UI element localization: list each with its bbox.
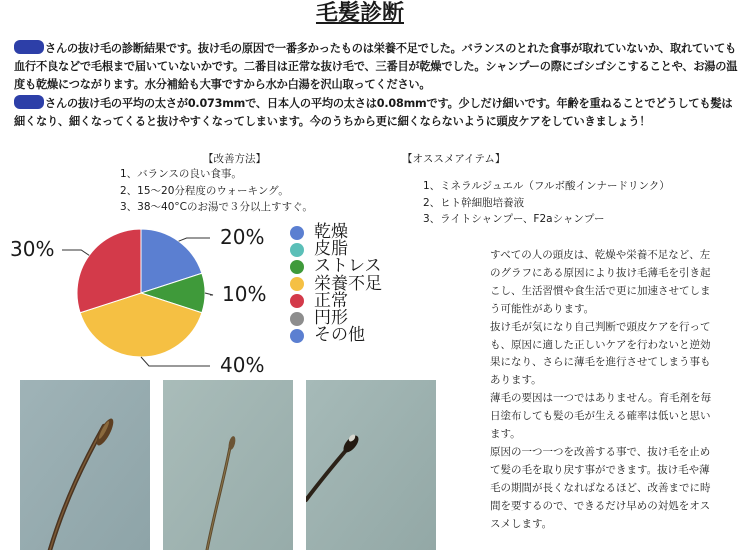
- legend-swatch: [290, 329, 304, 343]
- pie-percent-label: 10%: [222, 282, 267, 306]
- legend-label: 皮脂: [314, 239, 348, 260]
- hair-photo-3: [306, 380, 436, 550]
- chart-legend: [290, 224, 382, 344]
- recommend-item: 1、ミネラルジュエル（フルボ酸インナードリンク）: [423, 180, 670, 192]
- improvement-heading: 【改善方法】: [203, 153, 266, 165]
- recommend-item: 2、ヒト幹細胞培養液: [423, 196, 525, 209]
- cause-pie-chart: [0, 220, 285, 380]
- page-title: 毛髪診断: [315, 1, 404, 26]
- diagnosis-text: さんの抜け毛の診断結果です。抜け毛の原因で一番多かったものは栄養不足でした。バランスのとれた食事が取れていないか、取れていても血行不良などで毛根まで届いていないかです。二番目は正常な抜け毛で、三番目が乾燥でした。シャンプーの際にゴシゴシこすることや、お湯の温度も乾燥につながります。水分補給も大事ですから水か白湯を沢山取ってください。: [14, 42, 738, 91]
- legend-swatch: [290, 260, 304, 274]
- legend-swatch: [290, 277, 304, 291]
- pie-leader-line: [141, 357, 210, 366]
- legend-label: ストレス: [314, 256, 382, 277]
- thickness-text: さんの抜け毛の平均の太さが0.073mmで、日本人の平均の太さは0.08mmです。少しだけ細いです。年齢を重ねることでどうしても髪は細くなり、細くなってくると抜けやすくなってしまいます。今のうちから更に細くならないように頭皮ケアをしていきましょう！: [14, 97, 733, 128]
- diagnosis-paragraph: [14, 40, 740, 94]
- advice-paragraph: 原因の一つ一つを改善する事で、抜け毛を止めて髪の毛を取り戻す事ができます。抜け毛や薄毛の期間が長くなればなるほど、改善までに時間を要するので、できるだけ早めの対処をオススメします。: [490, 445, 711, 530]
- redacted-name: [14, 95, 44, 109]
- improvement-item: 3、38〜40°Cのお湯で３分以上すすぐ。: [120, 201, 313, 213]
- advice-paragraph: すべての人の頭皮は、乾燥や栄養不足など、左のグラフにある原因により抜け毛薄毛を引き起こし、生活習慣や食生活で更に加速させてしまう可能性があります。: [490, 249, 711, 315]
- legend-label: 正常: [314, 290, 348, 311]
- legend-swatch: [290, 243, 304, 257]
- legend-label: 円形: [314, 308, 348, 329]
- thickness-paragraph: [14, 95, 740, 131]
- improvement-list: [120, 166, 313, 216]
- advice-text: [490, 247, 712, 534]
- pie-percent-label: 30%: [10, 237, 55, 261]
- advice-paragraph: 抜け毛が気になり自己判断で頭皮ケアを行っても、原因に適した正しいケアを行わないと逆効果になり、さらに薄毛を進行させてしまう事もあります。: [490, 320, 711, 387]
- improvement-item: 2、15〜20分程度のウォーキング。: [120, 184, 289, 197]
- hair-photo-2: [163, 380, 293, 550]
- improvement-item: 1、バランスの良い食事。: [120, 168, 242, 180]
- pie-percent-label: 40%: [220, 353, 265, 377]
- pie-leader-line: [179, 238, 210, 241]
- legend-label: その他: [314, 325, 365, 346]
- legend-item-stress: [290, 258, 382, 275]
- pie-leader-line: [205, 293, 213, 295]
- advice-paragraph: 薄毛の要因は一つではありません。育毛剤を毎日塗布しても髪の毛が生える確率は低いと思います。: [490, 392, 712, 441]
- legend-swatch: [290, 226, 304, 240]
- legend-swatch: [290, 294, 304, 308]
- legend-label: 乾燥: [314, 222, 348, 243]
- pie-leader-line: [62, 250, 89, 255]
- recommend-list: [423, 178, 670, 228]
- recommend-item: 3、ライトシャンプー、F2aシャンプー: [423, 213, 605, 225]
- pie-percent-label: 20%: [220, 225, 265, 249]
- legend-swatch: [290, 312, 304, 326]
- legend-label: 栄養不足: [314, 273, 382, 294]
- legend-item-other: [290, 327, 382, 344]
- recommend-heading: 【オススメアイテム】: [402, 153, 506, 165]
- hair-photo-1: [20, 380, 150, 550]
- redacted-name: [14, 40, 44, 54]
